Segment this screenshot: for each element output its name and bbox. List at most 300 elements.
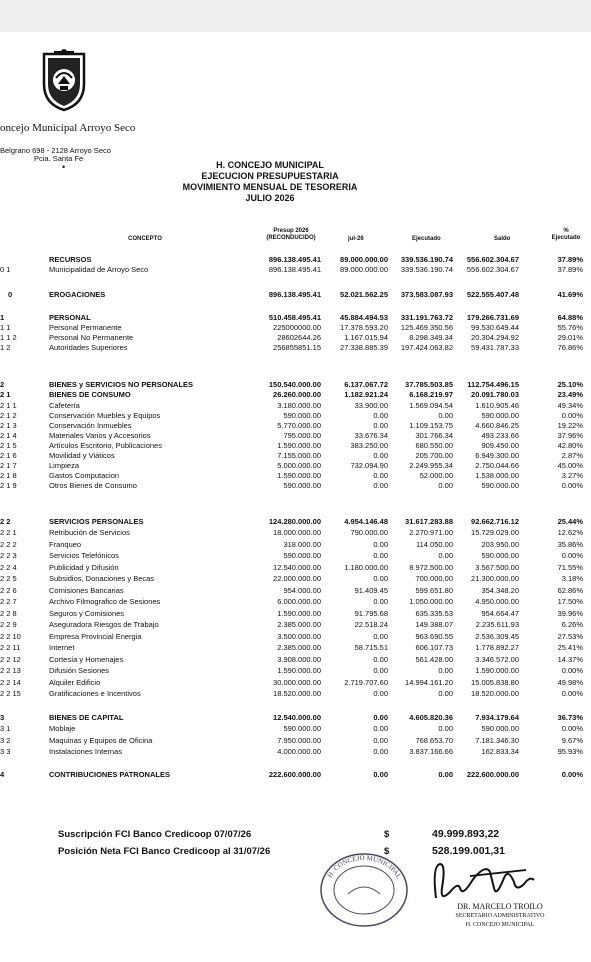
row-presup: 510.458.495.41 — [268, 313, 321, 322]
row-code: 2 2 3 — [0, 551, 17, 560]
row-saldo: 179.266.731.69 — [466, 313, 519, 322]
municipal-seal-icon — [36, 48, 92, 112]
row-pct: 17.50% — [557, 597, 583, 606]
col-header-ejecutado: Ejecutado — [412, 236, 441, 242]
row-saldo: 7.934.179.64 — [475, 713, 519, 722]
row-pct: 3.18% — [561, 574, 583, 583]
row-code: 1 2 — [0, 343, 11, 352]
col-header-concepto: CONCEPTO — [128, 236, 162, 242]
row-presup: 18.000.000.00 — [273, 528, 321, 537]
stamp-text: H. CONCEJO MUNICIPAL — [325, 853, 403, 881]
row-saldo: 522.555.407.48 — [466, 290, 519, 299]
row-mes: 6.137.067.72 — [344, 380, 388, 389]
row-concept: Gratificaciones e Incentivos — [49, 689, 141, 698]
row-saldo: 7.181.346.30 — [475, 736, 519, 745]
row-concept: Artículos Escritorio, Publicaciones — [49, 441, 162, 450]
row-ejecutado: 8.298.349.34 — [409, 333, 453, 342]
row-pct: 0.00% — [561, 411, 583, 420]
row-pct: 0.00% — [561, 770, 583, 779]
row-mes: 89.000.000.00 — [340, 265, 388, 274]
doc-title-3: MOVIMIENTO MENSUAL DE TESORERIA — [182, 182, 358, 192]
row-ejecutado: 14.994.161.20 — [405, 678, 453, 687]
row-presup: 18.520.000.00 — [273, 689, 321, 698]
row-ejecutado: 599.651.80 — [415, 586, 453, 595]
row-mes: 0.00 — [373, 451, 388, 460]
row-presup: 2.385.000.00 — [277, 620, 321, 629]
row-pct: 42.80% — [557, 441, 583, 450]
row-pct: 9.67% — [561, 736, 583, 745]
table-row — [0, 736, 591, 746]
table-row — [0, 551, 591, 561]
row-concept: Instalaciones Internas — [49, 747, 122, 756]
row-ejecutado: 6.168.219.97 — [409, 390, 453, 399]
row-ejecutado: 700.000.00 — [415, 574, 453, 583]
row-code: 2 1 5 — [0, 441, 17, 450]
table-row — [0, 563, 591, 573]
table-row — [0, 313, 591, 323]
row-code: 2 2 10 — [0, 632, 21, 641]
row-concept: Archivo Filmografico de Sesiones — [49, 597, 161, 606]
row-concept: Servicios Telefónicos — [49, 551, 119, 560]
row-presup: 590.000.00 — [283, 411, 321, 420]
row-concept: Moblaje — [49, 724, 76, 733]
row-pct: 62.86% — [557, 586, 583, 595]
row-code: 1 1 2 — [0, 333, 17, 342]
row-presup: 7.155.000.00 — [277, 451, 321, 460]
row-ejecutado: 37.785.503.85 — [405, 380, 453, 389]
row-concept: Materiales Varios y Accesorios — [49, 431, 151, 440]
row-pct: 41.69% — [557, 290, 583, 299]
row-ejecutado: 4.605.820.36 — [409, 713, 453, 722]
row-saldo: 590.000.00 — [481, 551, 519, 560]
row-mes: 0.00 — [373, 540, 388, 549]
row-code: 2 1 8 — [0, 471, 17, 480]
row-code: 2 2 15 — [0, 689, 21, 698]
row-presup: 225000000.00 — [273, 323, 321, 332]
table-row — [0, 724, 591, 734]
row-saldo: 6.949.300.00 — [475, 451, 519, 460]
handwritten-signature-icon — [430, 858, 550, 908]
row-presup: 5.000.000.00 — [277, 461, 321, 470]
row-saldo: 1.778.892.27 — [475, 643, 519, 652]
col-header-presup — [256, 228, 326, 242]
row-concept: BIENES DE CAPITAL — [49, 713, 124, 722]
row-mes: 91.795.68 — [354, 609, 388, 618]
table-row — [0, 540, 591, 550]
table-row — [0, 411, 591, 421]
row-ejecutado: 52.000.00 — [419, 471, 453, 480]
row-concept: PERSONAL — [49, 313, 91, 322]
row-pct: 12.62% — [557, 528, 583, 537]
row-presup: 896.138.495.41 — [268, 255, 321, 264]
row-pct: 76.86% — [557, 343, 583, 352]
table-row — [0, 770, 591, 780]
row-ejecutado: 1.569.094.54 — [409, 401, 453, 410]
row-mes: 33.676.34 — [354, 431, 388, 440]
row-code: 2 2 4 — [0, 563, 17, 572]
fci-position-value: 528.199.001,31 — [432, 845, 505, 857]
bullet-mark: • — [62, 162, 66, 172]
table-row — [0, 620, 591, 630]
row-ejecutado: 125.469.350.56 — [400, 323, 453, 332]
org-name: oncejo Municipal Arroyo Seco — [0, 122, 136, 134]
row-pct: 0.00% — [561, 481, 583, 490]
row-saldo: 99.530.649.44 — [471, 323, 519, 332]
row-presup: 12.540.000.00 — [273, 713, 321, 722]
row-concept: Publicidad y Difusión — [49, 563, 119, 572]
row-pct: 37.89% — [557, 255, 583, 264]
row-concept: Municipalidad de Arroyo Seco — [49, 265, 149, 274]
row-presup: 795.000.00 — [283, 431, 321, 440]
row-concept: Conservación Muebles y Equipos — [49, 411, 161, 420]
row-presup: 5.770.000.00 — [277, 421, 321, 430]
row-ejecutado: 339.536.190.74 — [400, 265, 453, 274]
table-row — [0, 441, 591, 451]
row-pct: 0.00% — [561, 551, 583, 560]
table-row — [0, 597, 591, 607]
row-mes: 27.338.885.39 — [340, 343, 388, 352]
row-ejecutado: 768.653.70 — [415, 736, 453, 745]
row-mes: 0.00 — [373, 666, 388, 675]
row-code: 2 2 12 — [0, 655, 21, 664]
row-mes: 0.00 — [373, 736, 388, 745]
table-row — [0, 481, 591, 491]
row-mes: 52.021.562.25 — [340, 290, 388, 299]
row-presup: 2.385.000.00 — [277, 643, 321, 652]
row-presup: 3.500.000.00 — [277, 632, 321, 641]
row-mes: 0.00 — [373, 689, 388, 698]
table-row — [0, 471, 591, 481]
row-code: 3 3 — [0, 747, 11, 756]
row-presup: 4.000.000.00 — [277, 747, 321, 756]
signer-name: DR. MARCELO TROILO — [457, 902, 543, 911]
col-header-presup-line1: Presup 2026 — [273, 228, 309, 234]
row-saldo: 21.300.000.00 — [471, 574, 519, 583]
row-pct: 27.53% — [557, 632, 583, 641]
row-pct: 49.98% — [557, 678, 583, 687]
row-ejecutado: 606.107.73 — [415, 643, 453, 652]
row-code: 4 — [0, 770, 5, 779]
row-code: 2 2 11 — [0, 643, 21, 652]
row-code: 2 1 6 — [0, 451, 17, 460]
fci-subscription-value: 49.999.893,22 — [432, 828, 500, 840]
row-concept: BIENES DE CONSUMO — [49, 390, 131, 399]
row-mes: 0.00 — [373, 770, 388, 779]
row-mes: 1.180.000.00 — [344, 563, 388, 572]
table-row — [0, 528, 591, 538]
row-pct: 35.86% — [557, 540, 583, 549]
row-pct: 29.01% — [557, 333, 583, 342]
row-mes: 33.900.00 — [354, 401, 388, 410]
row-pct: 0.00% — [561, 724, 583, 733]
row-code: 2 2 8 — [0, 609, 17, 618]
row-code: 1 — [0, 313, 5, 322]
row-saldo: 203.950.00 — [481, 540, 519, 549]
row-pct: 37.89% — [557, 265, 583, 274]
row-pct: 36.73% — [557, 713, 583, 722]
row-code: 2 1 3 — [0, 421, 17, 430]
row-pct: 19.22% — [557, 421, 583, 430]
row-saldo: 909.450.00 — [481, 441, 519, 450]
col-header-saldo: Saldo — [494, 236, 511, 242]
row-ejecutado: 31.617.283.88 — [405, 517, 453, 526]
row-ejecutado: 635.335.53 — [415, 609, 453, 618]
row-ejecutado: 1.050.000.00 — [409, 597, 453, 606]
row-code: 2 2 13 — [0, 666, 21, 675]
row-mes: 732.094.90 — [350, 461, 388, 470]
row-presup: 22.000.000.00 — [273, 574, 321, 583]
row-presup: 12.540.000.00 — [273, 563, 321, 572]
row-concept: Alquiler Edificio — [49, 678, 101, 687]
row-pct: 25.44% — [557, 517, 583, 526]
row-presup: 1.590.000.00 — [277, 471, 321, 480]
col-header-pct — [546, 228, 586, 242]
row-pct: 3.27% — [561, 471, 583, 480]
row-presup: 30.000.000.00 — [273, 678, 321, 687]
row-mes: 0.00 — [373, 713, 388, 722]
row-presup: 590.000.00 — [283, 551, 321, 560]
row-saldo: 2.536.309.45 — [475, 632, 519, 641]
row-mes: 0.00 — [373, 724, 388, 733]
doc-title-4: JULIO 2026 — [245, 193, 295, 203]
row-code: 3 1 — [0, 724, 11, 733]
row-code: 2 2 9 — [0, 620, 17, 629]
row-pct: 71.55% — [557, 563, 583, 572]
row-mes: 91.409.45 — [354, 586, 388, 595]
row-pct: 25.41% — [557, 643, 583, 652]
row-presup: 222.600.000.00 — [268, 770, 321, 779]
row-ejecutado: 963.690.55 — [415, 632, 453, 641]
row-mes: 0.00 — [373, 632, 388, 641]
table-row — [0, 290, 591, 300]
row-saldo: 3.346.572.00 — [475, 655, 519, 664]
row-presup: 896.138.495.41 — [268, 265, 321, 274]
row-saldo: 112.754.496.15 — [467, 380, 519, 389]
row-code: 2 — [0, 380, 5, 389]
row-concept: Cafetería — [49, 401, 80, 410]
row-concept: Conservación Inmuebles — [49, 421, 132, 430]
row-ejecutado: 1.109.153.75 — [409, 421, 453, 430]
top-band — [0, 0, 591, 32]
row-concept: Retribución de Servicios — [49, 528, 130, 537]
row-pct: 55.76% — [557, 323, 583, 332]
table-row — [0, 421, 591, 431]
row-saldo: 2.750.044.66 — [475, 461, 519, 470]
table-row — [0, 401, 591, 411]
row-concept: Personal No Permanente — [49, 333, 134, 342]
row-presup: 590.000.00 — [283, 724, 321, 733]
row-mes: 790.000.00 — [350, 528, 388, 537]
row-ejecutado: 2.270.971.00 — [409, 528, 453, 537]
row-saldo: 59.431.787.33 — [471, 343, 519, 352]
row-pct: 23.49% — [557, 390, 583, 399]
row-mes: 0.00 — [373, 411, 388, 420]
row-saldo: 4.660.846.25 — [475, 421, 519, 430]
row-mes: 4.954.146.48 — [344, 517, 388, 526]
col-header-pct-line2: Ejecutado — [551, 235, 581, 241]
row-code: 0 1 — [0, 265, 11, 274]
row-pct: 6.26% — [561, 620, 583, 629]
row-ejecutado: 197.424.063.82 — [400, 343, 453, 352]
row-concept: Internet — [49, 643, 75, 652]
row-concept: BIENES y SERVICIOS NO PERSONALES — [49, 380, 194, 389]
row-saldo: 18.520.000.00 — [471, 689, 519, 698]
row-presup: 26.260.000.00 — [273, 390, 321, 399]
row-pct: 95.93% — [557, 747, 583, 756]
row-concept: Cortesía y Homenajes — [49, 655, 124, 664]
fci-position-currency: $ — [384, 846, 390, 857]
row-concept: CONTRIBUCIONES PATRONALES — [49, 770, 170, 779]
col-header-presup-line2: (RECONDUCIDO) — [266, 235, 316, 241]
row-pct: 45.00% — [557, 461, 583, 470]
table-row — [0, 265, 591, 275]
doc-title-2: EJECUCION PRESUPUESTARIA — [201, 171, 339, 181]
row-concept: Comisiones Bancarias — [49, 586, 124, 595]
row-presup: 6.000.000.00 — [277, 597, 321, 606]
row-mes: 17.378.593.20 — [340, 323, 388, 332]
row-ejecutado: 205.700.00 — [415, 451, 453, 460]
row-saldo: 556.602.304.67 — [466, 265, 519, 274]
row-code: 3 — [0, 713, 5, 722]
row-saldo: 15.729.029.00 — [471, 528, 519, 537]
row-mes: 1.182.921.24 — [344, 390, 388, 399]
row-concept: Subsidios, Donaciones y Becas — [49, 574, 155, 583]
table-row — [0, 609, 591, 619]
table-row — [0, 678, 591, 688]
row-saldo: 3.567.500.00 — [475, 563, 519, 572]
row-saldo: 1.590.000.00 — [475, 666, 519, 675]
row-concept: SERVICIOS PERSONALES — [49, 517, 144, 526]
row-pct: 0.00% — [561, 666, 583, 675]
row-concept: Gastos Computacion — [49, 471, 120, 480]
row-mes: 0.00 — [373, 421, 388, 430]
row-presup: 150.540.000.00 — [268, 380, 321, 389]
row-code: 3 2 — [0, 736, 11, 745]
table-row — [0, 380, 591, 390]
row-ejecutado: 680.550.00 — [415, 441, 453, 450]
table-row — [0, 451, 591, 461]
row-concept: Limpieza — [49, 461, 80, 470]
row-ejecutado: 0.00 — [438, 481, 453, 490]
row-saldo: 2.235.611.93 — [475, 620, 519, 629]
row-code: 2 2 14 — [0, 678, 21, 687]
row-ejecutado: 561.428.00 — [415, 655, 453, 664]
row-ejecutado: 114.050.00 — [416, 540, 453, 549]
table-row — [0, 323, 591, 333]
row-mes: 1.167.015.94 — [344, 333, 388, 342]
row-mes: 0.00 — [373, 481, 388, 490]
row-code: 2 2 1 — [0, 528, 17, 537]
row-code: 2 2 5 — [0, 574, 17, 583]
fci-position-label: Posición Neta FCI Banco Credicoop al 31/07/26 — [58, 846, 271, 857]
row-code: 2 2 2 — [0, 540, 17, 549]
row-saldo: 493.233.66 — [481, 431, 519, 440]
row-pct: 14.37% — [557, 655, 583, 664]
row-ejecutado: 0.00 — [438, 551, 453, 560]
row-presup: 3.180.000.00 — [277, 401, 321, 410]
row-concept: Seguros y Comisiones — [49, 609, 125, 618]
row-mes: 45.884.494.53 — [340, 313, 388, 322]
row-saldo: 20.304.294.92 — [471, 333, 519, 342]
row-pct: 39.96% — [557, 609, 583, 618]
row-code: 2 2 6 — [0, 586, 17, 595]
row-presup: 7.950.000.00 — [277, 736, 321, 745]
row-presup: 954.000.00 — [283, 586, 321, 595]
row-saldo: 954.664.47 — [481, 609, 519, 618]
row-code: 2 1 1 — [0, 401, 17, 410]
row-mes: 0.00 — [373, 597, 388, 606]
row-concept: Aseguradora Riesgos de Trabajo — [49, 620, 159, 629]
row-ejecutado: 339.536.190.74 — [400, 255, 453, 264]
row-presup: 1.590.000.00 — [277, 441, 321, 450]
row-code: 2 2 7 — [0, 597, 17, 606]
row-mes: 2.719.707.60 — [344, 678, 388, 687]
row-mes: 0.00 — [373, 551, 388, 560]
row-concept: Otros Bienes de Consumo — [49, 481, 137, 490]
row-mes: 383.250.00 — [350, 441, 388, 450]
table-row — [0, 343, 591, 353]
row-ejecutado: 301.766.34 — [415, 431, 453, 440]
fci-subscription-currency: $ — [384, 829, 390, 840]
row-concept: Maquinas y Equipos de Oficina — [49, 736, 153, 745]
row-presup: 590.000.00 — [283, 481, 321, 490]
row-presup: 28602644.26 — [277, 333, 321, 342]
row-saldo: 556.602.304.67 — [466, 255, 519, 264]
col-header-pct-line1: % — [563, 228, 569, 234]
signer-role: SECRETARIO ADMINISTRATIVO — [455, 913, 545, 919]
row-saldo: 1.610.905.46 — [475, 401, 519, 410]
row-code: 1 1 — [0, 323, 11, 332]
table-row — [0, 255, 591, 265]
row-saldo: 590.000.00 — [481, 724, 519, 733]
row-saldo: 590.000.00 — [481, 481, 519, 490]
row-concept: EROGACIONES — [49, 290, 106, 299]
table-row — [0, 747, 591, 757]
table-row — [0, 461, 591, 471]
table-row — [0, 713, 591, 723]
row-mes: 22.518.24 — [354, 620, 388, 629]
table-row — [0, 632, 591, 642]
row-pct: 49.34% — [557, 401, 583, 410]
row-concept: Franqueo — [49, 540, 82, 549]
signer-org: H. CONCEJO MUNICIPAL — [465, 922, 535, 928]
row-code: 2 1 9 — [0, 481, 17, 490]
row-presup: 896.138.495.41 — [268, 290, 321, 299]
row-mes: 58.715.51 — [354, 643, 388, 652]
official-stamp-icon — [318, 850, 410, 930]
row-code: 2 1 2 — [0, 411, 17, 420]
row-ejecutado: 0.00 — [438, 666, 453, 675]
row-ejecutado: 2.249.955.34 — [409, 461, 453, 470]
row-code: 2 2 — [0, 517, 11, 526]
fci-subscription-label: Suscripción FCI Banco Credicoop 07/07/26 — [58, 829, 252, 840]
row-mes: 89.000.000.00 — [340, 255, 388, 264]
row-concept: RECURSOS — [49, 255, 92, 264]
row-pct: 64.88% — [557, 313, 583, 322]
row-saldo: 222.600.000.00 — [466, 770, 519, 779]
row-concept: Difusión Sesiones — [49, 666, 110, 675]
doc-title-1: H. CONCEJO MUNICIPAL — [216, 160, 324, 170]
address-line-2: Pcia. Santa Fe — [34, 154, 84, 163]
row-ejecutado: 3.837.166.66 — [409, 747, 453, 756]
row-pct: 25.10% — [557, 380, 583, 389]
row-ejecutado: 0.00 — [438, 770, 453, 779]
svg-text:H. CONCEJO MUNICIPAL — [326, 854, 403, 880]
row-mes: 0.00 — [373, 747, 388, 756]
row-presup: 3.908.000.00 — [277, 655, 321, 664]
row-mes: 0.00 — [373, 655, 388, 664]
row-saldo: 590.000.00 — [481, 411, 519, 420]
